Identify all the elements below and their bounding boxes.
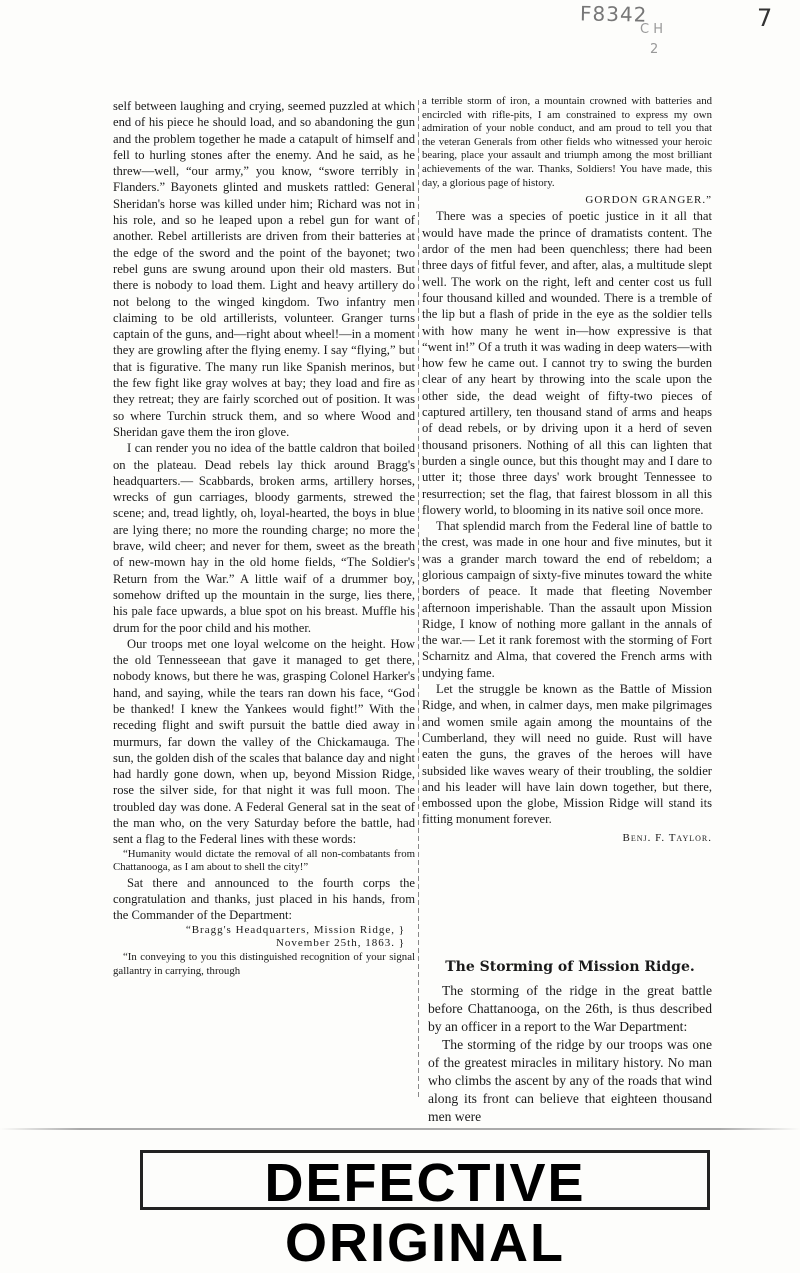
dateline-line-2: November 25th, 1863. } [275, 937, 405, 950]
right-column-top [422, 95, 712, 846]
defective-original-stamp: DEFECTIVE ORIGINAL [140, 1150, 710, 1210]
article-headline: The Storming of Mission Ridge. [445, 959, 695, 975]
granger-signature: GORDON GRANGER.” [585, 194, 712, 207]
right-paragraph-2: That splendid march from the Federal line of battle to the crest, was made in one hour and five minutes, but it was a grander march toward the end of rebeldom; a glorious campaign of sixty-five minutes toward the white borders of peace. It made that fleeting November afternoon imperishable. Than the assault upon Mission Ridge, I know of nothing more gallant in the annals of the war.— Let it rank foremost with the storming of Fort Scharnitz and Alma, that covered the French arms with undying fame. [422, 519, 712, 680]
right-column-bottom [428, 958, 712, 1126]
page-number: 7 [757, 4, 773, 32]
page-fold [0, 1128, 800, 1130]
right-paragraph-1: There was a species of poetic justice in it all that would have made the prince of dramatists content. The ardor of the men had been quenchless; there had been three days of fitful fever, and after, alas, a multitude slept well. The work on the right, left and center cost us full four thousand killed and wounded. There is a tremble of the lip but a flash of pride in the eye as the soldier tells with how many he went in—how expressive is that “went in!” Of a truth it was wading in deep waters—with how few he came out. I cannot try to swing the burden clear of any heart by throwing into the scale upon the other side, the dead weight of fifty-two pieces of captured artillery, ten thousand stand of arms and heaps of dead rebels, or by driving upon it a herd of seven thousand prisoners. Nothing of all this can lighten that burden a single ounce, but this thought may and I dare to utter it; those three days' work brought Tennessee to resurrection; set the flag, that fairest blossom in all this flowery world, to blooming in its native soil once more. [422, 209, 712, 517]
granger-quote-continuation: a terrible storm of iron, a mountain crowned with batteries and encircled with rifle-pits, I am constrained to express my own admiration of your noble conduct, and am proud to tell you that the veteran Generals from other fields who witnessed your heroic bearing, place your assault and triumph among the most brilliant achievements of the war. Thanks, Soldiers! You have made, this day, a glorious page of history. [422, 95, 712, 189]
left-paragraph-3: Our troops met one loyal welcome on the height. How the old Tennesseean that gave it managed to get there, nobody knows, but there he was, grasping Colonel Harker's hand, and saying, while the tears ran down his face, “God be thanked! I knew the Yankees would fight!” With the receding flight and swift pursuit the battle died away in murmurs, far down the valley of the Chickamauga. The sun, the golden dish of the scales that balance day and night had hardly gone down, when up, beyond Mission Ridge, rose the silver side, for that night it was full moon. The troubled day was done. A Federal General sat in the seat of the man who, on the very Saturday before the battle, had sent a flag to the Federal lines with these words: [113, 636, 415, 847]
granger-quote-start: “In conveying to you this distinguished recognition of your signal gallantry in carrying, through [113, 950, 415, 977]
left-column [113, 98, 415, 978]
column-divider [418, 100, 419, 1100]
article-paragraph-1: The storming of the ridge in the great battle before Chattanooga, on the 26th, is thus described by an officer in a report to the War Department: [428, 983, 712, 1034]
humanity-quote: “Humanity would dictate the removal of all non-combatants from Chattanooga, as I am about to shell the city!” [113, 847, 415, 874]
left-paragraph-2: I can render you no idea of the battle caldron that boiled on the plateau. Dead rebels lay thick around Bragg's headquarters.— Scabbards, broken arms, artillery horses, wrecks of gun carriages, bloody garments, strewed the scene; and, tread lightly, oh, loyal-hearted, the boys in blue are lying there; no more the rounding charge; no more the brave, wild cheer; and never for them, sweet as the breath of new-mown hay in the old home fields, “The Soldier's Return from the War.” A little waif of a drummer boy, somehow drifted up the mountain in the surge, lies there, his pale face upwards, a blue spot on his breast. Muffle his drum for the poor child and his mother. [113, 441, 415, 635]
author-signature: Benj. F. Taylor. [622, 831, 712, 844]
left-paragraph-4: Sat there and announced to the fourth corps the congratulation and thanks, just placed in his hands, from the Commander of the Department: [113, 875, 415, 923]
handwritten-note-2: 2 [650, 42, 659, 57]
right-paragraph-3: Let the struggle be known as the Battle of Mission Ridge, and when, in calmer days, men make pilgrimages and women smile again among the mountains of the Cumberland, they will need no guide. Rust will have eaten the guns, the graves of the heroes will have subsided like waves weary of their troubling, the soldier and his leader will have lain down together, but there, embossed upon the globe, Mission Ridge will stand its fitting monument forever. [422, 682, 712, 827]
article-paragraph-2: The storming of the ridge by our troops was one of the greatest miracles in military history. No man who climbs the ascent by any of the roads that wind along its front can believe that eighteen thousand men were [428, 1037, 712, 1124]
left-paragraph-1: self between laughing and crying, seemed puzzled at which end of his piece he should load, and so abandoning the gun and the problem together he made a catapult of himself and fell to hurling stones after the enemy. And he said, as he threw—well, “our army,” you know, “swore terribly in Flanders.” Bayonets glinted and muskets rattled: General Sheridan's horse was killed under him; Richard was not in his role, and so he leaped upon a rebel gun for want of another. Rebel artillerists are driven from their batteries at the edge of the sword and the point of the bayonet; two rebel guns are swung around upon their old masters. But there is nobody to load them. Light and heavy artillery do not belong to the winged kingdom. Two infantry men claiming to be old artillerists, volunteer. Granger turns captain of the guns, and—right about wheel!—in a moment they are growling after the flying enemy. I say “flying,” but that is figurative. The many run like Spanish merinos, but the few fight like gray wolves at bay; they load and fire as they retreat; they are fairly scorched out of position. It was so where Turchin struck them, and so where Wood and Sheridan gave them the iron glove. [113, 99, 415, 439]
dateline-line-1: “Bragg's Headquarters, Mission Ridge, } [185, 923, 405, 936]
handwritten-note: C H [640, 22, 663, 37]
handwritten-reference: F8342 [579, 1, 648, 27]
